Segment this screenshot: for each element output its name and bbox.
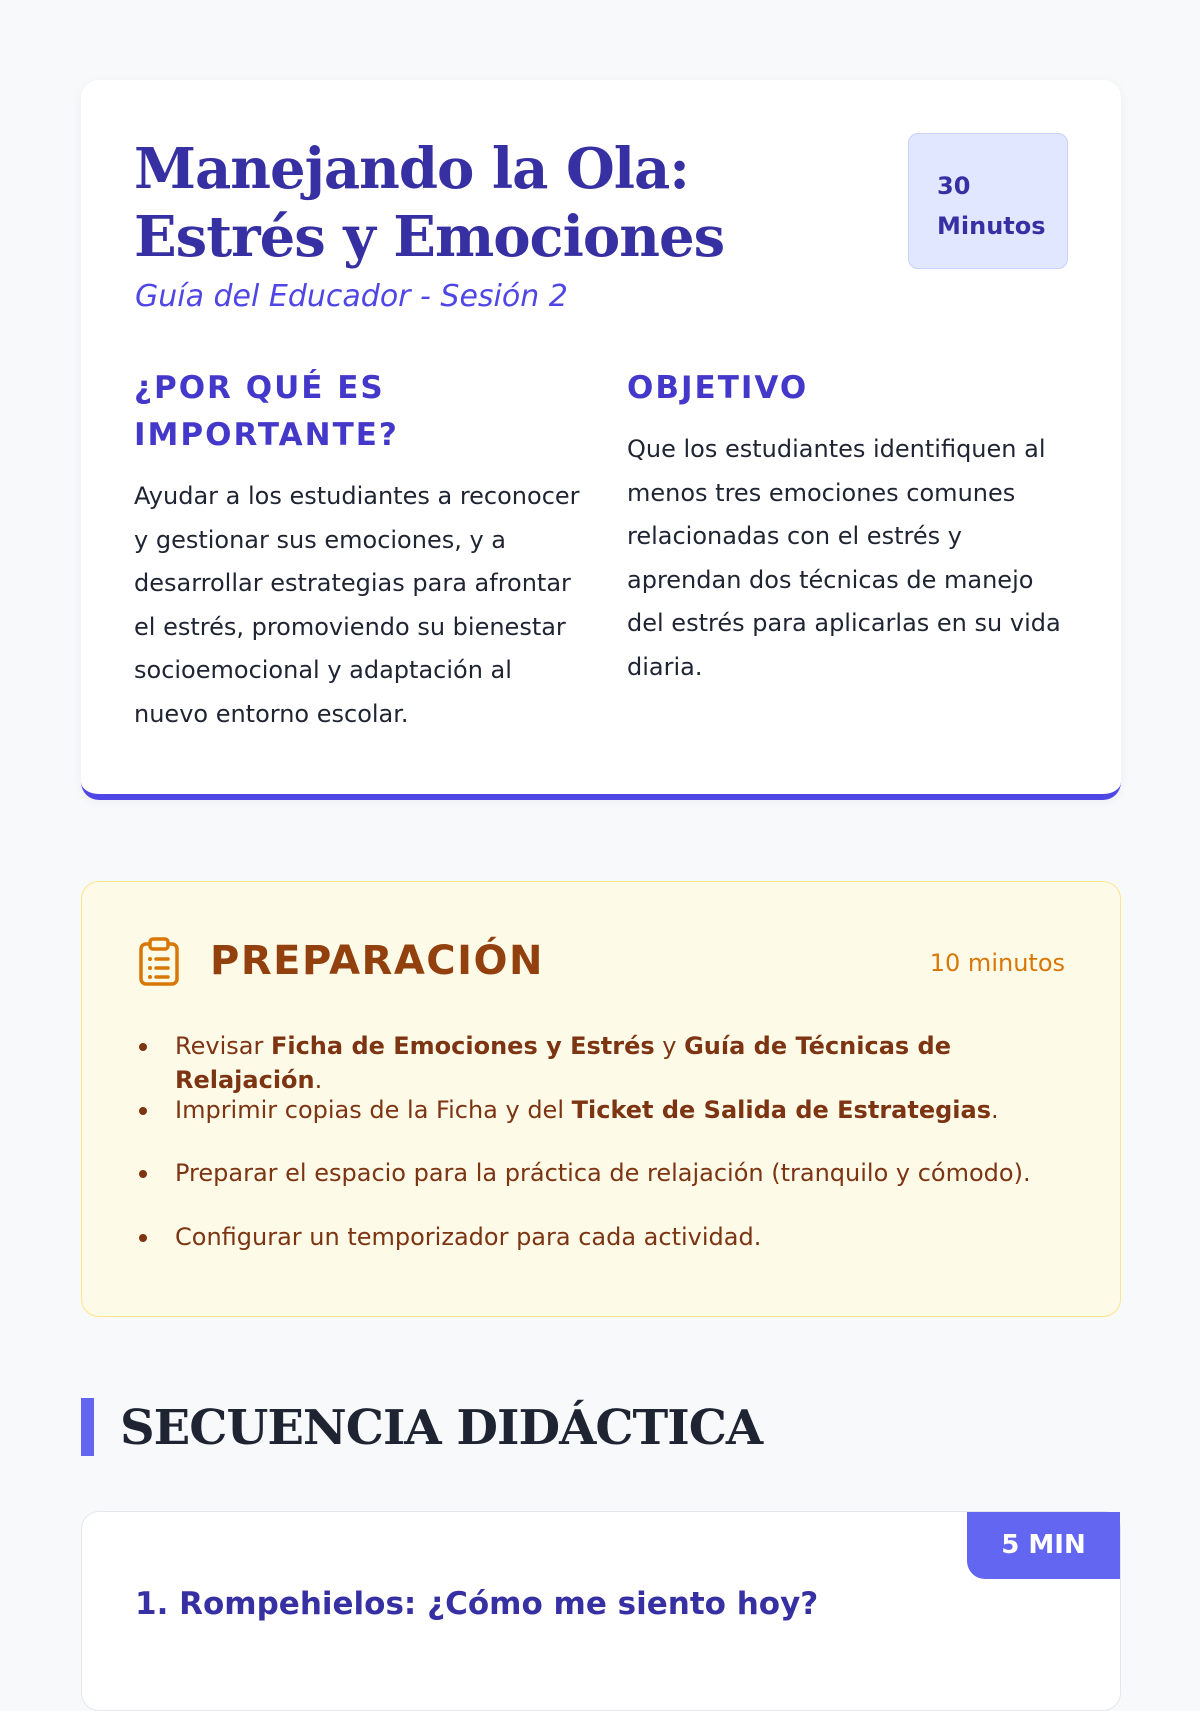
activity-duration-badge: 5 MIN xyxy=(967,1512,1120,1579)
preparation-time: 10 minutos xyxy=(929,949,1065,977)
preparation-item xyxy=(137,1093,1097,1157)
preparation-list xyxy=(137,1029,1097,1283)
clipboard-list-icon xyxy=(137,937,181,987)
objective-text: Que los estudiantes identifiquen al menos tres emociones comunes relacionadas con el estrés y aprendan dos técnicas de manejo del estrés para aplicarlas en su vida diaria. xyxy=(627,435,1061,681)
preparation-item xyxy=(137,1156,1097,1220)
page-title: Manejando la Ola: Estrés y Emociones xyxy=(134,136,725,270)
preparation-item xyxy=(137,1029,1097,1093)
preparation-item-text: . xyxy=(314,1066,323,1094)
objective-section xyxy=(627,365,1077,689)
preparation-item-text: Configurar un temporizador para cada actividad. xyxy=(175,1222,762,1251)
preparation-title: PREPARACIÓN xyxy=(210,938,545,984)
activity-title: 1. Rompehielos: ¿Cómo me siento hoy? xyxy=(135,1586,819,1622)
page-subtitle: Guía del Educador - Sesión 2 xyxy=(135,279,568,314)
why-important-heading: ¿POR QUÉ ES IMPORTANTE? xyxy=(134,370,399,453)
preparation-item-text: y xyxy=(654,1032,685,1060)
preparation-item-text: Preparar el espacio para la práctica de relajación (tranquilo y cómodo). xyxy=(175,1159,1031,1187)
sequence-title: SECUENCIA DIDÁCTICA xyxy=(120,1400,763,1456)
header-card xyxy=(81,80,1121,800)
why-important-section xyxy=(134,365,584,736)
preparation-item-emphasis: Ficha de Emociones y Estrés xyxy=(270,1032,655,1060)
preparation-card xyxy=(81,881,1121,1317)
duration-number: 30 xyxy=(937,172,971,200)
why-important-text: Ayudar a los estudiantes a reconocer y gestionar sus emociones, y a desarrollar estrategias para afrontar el estrés, promoviendo su bienestar socioemocional y adaptación al nuevo entorno escolar. xyxy=(134,482,580,728)
preparation-item-text: . xyxy=(990,1095,999,1124)
preparation-item-emphasis: Guía de Técnicas de Relajación xyxy=(175,1032,952,1094)
preparation-item-text: Revisar xyxy=(175,1032,271,1060)
objective-heading: OBJETIVO xyxy=(627,370,809,406)
duration-unit: Minutos xyxy=(937,212,1046,240)
preparation-item xyxy=(137,1220,1097,1284)
activity-card xyxy=(81,1511,1121,1711)
section-accent-bar xyxy=(81,1398,94,1456)
preparation-item-text: Imprimir copias de la Ficha y del xyxy=(175,1095,572,1124)
preparation-item-emphasis: Ticket de Salida de Estrategias xyxy=(571,1095,991,1124)
duration-badge xyxy=(908,133,1068,269)
